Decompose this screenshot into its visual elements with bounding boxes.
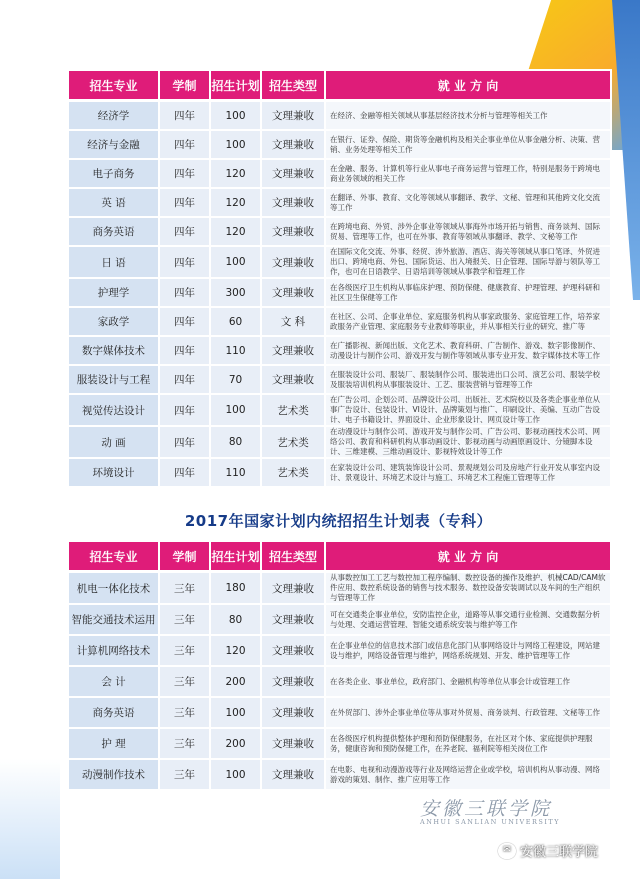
- direction-cell: 在社区、公司、企事业单位、家庭服务机构从事家政服务、家庭管理工作，培养家政服务产业管理、家庭服务专业教师等职业，并从事相关行业的研究、推广等: [325, 307, 611, 336]
- years-cell: 四年: [159, 101, 210, 131]
- type-cell: 文理兼收: [261, 159, 325, 188]
- type-cell: 文理兼收: [261, 759, 325, 790]
- type-cell: 文理兼收: [261, 336, 325, 365]
- plan-cell: 120: [210, 188, 261, 217]
- table-header-row: [68, 70, 611, 101]
- table-row: [68, 217, 611, 246]
- years-cell: 四年: [159, 336, 210, 365]
- years-cell: 四年: [159, 458, 210, 487]
- table-row: [68, 365, 611, 394]
- decorative-bottom-left-band: [0, 759, 60, 879]
- direction-cell: 在经济、金融等相关领域从事基层经济技术分析与管理等相关工作: [325, 101, 611, 131]
- table-row: [68, 759, 611, 790]
- direction-cell: 在跨境电商、外贸、涉外企事业等领域从事海外市场开拓与销售、商务谈判、国际贸易、管理等工作，也可在外事、教育等领域从事翻译、教学、文秘等工作: [325, 217, 611, 246]
- type-cell: 艺术类: [261, 394, 325, 426]
- wechat-watermark: [498, 841, 598, 860]
- table-row: [68, 697, 611, 728]
- plan-cell: 100: [210, 101, 261, 131]
- years-cell: 三年: [159, 697, 210, 728]
- years-cell: 四年: [159, 426, 210, 458]
- type-cell: 文理兼收: [261, 217, 325, 246]
- wechat-icon: ✉: [498, 843, 516, 859]
- major-cell: 商务英语: [68, 217, 159, 246]
- header-plan: 招生计划: [210, 70, 261, 101]
- type-cell: 文理兼收: [261, 635, 325, 666]
- type-cell: 文理兼收: [261, 697, 325, 728]
- major-cell: 经济学: [68, 101, 159, 131]
- years-cell: 三年: [159, 604, 210, 635]
- watermark-text: 安徽三联学院: [520, 845, 599, 860]
- years-cell: 四年: [159, 217, 210, 246]
- direction-cell: 在各级医疗机构提供整体护理和预防保健服务，在社区对个体、家庭提供护理服务，健康咨询和预防保健工作，在养老院、福利院等相关岗位工作: [325, 728, 611, 759]
- table-row: [68, 604, 611, 635]
- major-cell: 护 理: [68, 728, 159, 759]
- plan-cell: 110: [210, 336, 261, 365]
- header-direction: 就 业 方 向: [325, 70, 611, 101]
- table-row: [68, 246, 611, 278]
- type-cell: 文理兼收: [261, 278, 325, 307]
- direction-cell: 在电影、电视和动漫游戏等行业及网络运营企业或学校，培训机构从事动漫、网络游戏的策划、制作、推广应用等工作: [325, 759, 611, 790]
- header-years: 学制: [159, 541, 210, 572]
- table-row: [68, 666, 611, 697]
- university-logo-english: ANHUI SANLIAN UNIVERSITY: [420, 818, 561, 826]
- university-logo-chinese: 安徽三联学院: [420, 798, 553, 820]
- direction-cell: 在国际文化交流、外事、经贸、涉外旅游、酒店、海关等领域从事口笔译、外贸进出口、跨境电商、外包、国际货运、出入境报关、日企管理、国际导游与领队等工作，也可在日语教学、日语培训等领域从事教学和管理工作: [325, 246, 611, 278]
- table-row: [68, 278, 611, 307]
- major-cell: 计算机网络技术: [68, 635, 159, 666]
- header-major: 招生专业: [68, 541, 159, 572]
- major-cell: 机电一体化技术: [68, 572, 159, 605]
- major-cell: 电子商务: [68, 159, 159, 188]
- table-row: [68, 458, 611, 487]
- direction-cell: 可在交通类企事业单位，安防监控企业，道路等从事交通行业检测、交通数据分析与处理、交通运营管理、智能交通系统安装与维护等工作: [325, 604, 611, 635]
- type-cell: 文理兼收: [261, 130, 325, 159]
- major-cell: 会 计: [68, 666, 159, 697]
- years-cell: 四年: [159, 278, 210, 307]
- direction-cell: 在企事业单位的信息技术部门或信息化部门从事网络设计与网络工程建设，网站建设与维护，网络设备管理与维护，网络系统规划、开发、维护管理等工作: [325, 635, 611, 666]
- major-cell: 动 画: [68, 426, 159, 458]
- years-cell: 四年: [159, 130, 210, 159]
- type-cell: 文理兼收: [261, 572, 325, 605]
- major-cell: 服装设计与工程: [68, 365, 159, 394]
- header-direction: 就 业 方 向: [325, 541, 611, 572]
- header-years: 学制: [159, 70, 210, 101]
- plan-cell: 70: [210, 365, 261, 394]
- years-cell: 三年: [159, 666, 210, 697]
- plan-cell: 120: [210, 217, 261, 246]
- table-row: [68, 159, 611, 188]
- table-row: [68, 336, 611, 365]
- type-cell: 文理兼收: [261, 604, 325, 635]
- plan-cell: 200: [210, 666, 261, 697]
- major-cell: 日 语: [68, 246, 159, 278]
- table-header-row: [68, 541, 611, 572]
- plan-cell: 120: [210, 635, 261, 666]
- table-row: [68, 307, 611, 336]
- type-cell: 文理兼收: [261, 666, 325, 697]
- type-cell: 文理兼收: [261, 101, 325, 131]
- header-type: 招生类型: [261, 541, 325, 572]
- plan-cell: 100: [210, 759, 261, 790]
- type-cell: 文理兼收: [261, 728, 325, 759]
- header-plan: 招生计划: [210, 541, 261, 572]
- plan-cell: 100: [210, 246, 261, 278]
- type-cell: 文 科: [261, 307, 325, 336]
- years-cell: 四年: [159, 188, 210, 217]
- plan-cell: 100: [210, 130, 261, 159]
- major-cell: 英 语: [68, 188, 159, 217]
- type-cell: 文理兼收: [261, 188, 325, 217]
- years-cell: 三年: [159, 572, 210, 605]
- direction-cell: 在广播影视、新闻出版、文化艺术、教育科研、广告制作、游戏、数字影像制作、动漫设计与制作公司、游戏开发与制作等领域从事专业开发、数字媒体技术等工作: [325, 336, 611, 365]
- years-cell: 三年: [159, 759, 210, 790]
- header-type: 招生类型: [261, 70, 325, 101]
- direction-cell: 在外贸部门、涉外企事业单位等从事对外贸易、商务谈判、行政管理、文秘等工作: [325, 697, 611, 728]
- major-cell: 商务英语: [68, 697, 159, 728]
- plan-cell: 100: [210, 394, 261, 426]
- table-row: [68, 130, 611, 159]
- direction-cell: 从事数控加工工艺与数控加工程序编制、数控设备的操作及维护、机械CAD/CAM软件应用、数控系统设备的销售与技术服务、数控设备安装调试以及车间的生产组织与管理等工作: [325, 572, 611, 605]
- direction-cell: 在翻译、外事、教育、文化等领域从事翻译、教学、文秘、管理和其他跨文化交流等工作: [325, 188, 611, 217]
- header-major: 招生专业: [68, 70, 159, 101]
- major-cell: 护理学: [68, 278, 159, 307]
- type-cell: 文理兼收: [261, 246, 325, 278]
- major-cell: 经济与金融: [68, 130, 159, 159]
- plan-cell: 300: [210, 278, 261, 307]
- table-row: [68, 426, 611, 458]
- direction-cell: 在广告公司、企划公司、品牌设计公司、出版社、艺术院校以及各类企事业单位从事广告设计、包装设计、VI设计、品牌策划与推广、印刷设计、美编、互动广告设计、电子书籍设计、界面设计、企业形象设计、网页设计等工作: [325, 394, 611, 426]
- years-cell: 四年: [159, 246, 210, 278]
- plan-cell: 120: [210, 159, 261, 188]
- plan-cell: 60: [210, 307, 261, 336]
- years-cell: 四年: [159, 394, 210, 426]
- major-cell: 视觉传达设计: [68, 394, 159, 426]
- type-cell: 艺术类: [261, 426, 325, 458]
- years-cell: 四年: [159, 365, 210, 394]
- plan-cell: 180: [210, 572, 261, 605]
- major-cell: 智能交通技术运用: [68, 604, 159, 635]
- plan-cell: 80: [210, 426, 261, 458]
- plan-cell: 100: [210, 697, 261, 728]
- direction-cell: 在家装设计公司、建筑装饰设计公司、景观规划公司及房地产行业开发从事室内设计、景观设计、环境艺术设计与施工、环境艺术工程施工管理等工作: [325, 458, 611, 487]
- plan-cell: 200: [210, 728, 261, 759]
- years-cell: 三年: [159, 728, 210, 759]
- plan-cell: 110: [210, 458, 261, 487]
- years-cell: 四年: [159, 159, 210, 188]
- junior-college-plan-table: [67, 540, 612, 791]
- table-row: [68, 572, 611, 605]
- table-row: [68, 635, 611, 666]
- plan-cell: 80: [210, 604, 261, 635]
- direction-cell: 在服装设计公司、服装厂、服装制作公司、服装进出口公司、演艺公司、服装学校及服装培训机构从事服装设计、工艺、服装营销与管理等工作: [325, 365, 611, 394]
- direction-cell: 在银行、证券、保险、期货等金融机构及相关企事业单位从事金融分析、决策、营销、业务处理等相关工作: [325, 130, 611, 159]
- direction-cell: 在各类企业、事业单位，政府部门、金融机构等单位从事会计或管理工作: [325, 666, 611, 697]
- table-row: [68, 394, 611, 426]
- direction-cell: 在动漫设计与制作公司、游戏开发与制作公司、广告公司、影视动画技术公司、网络公司、教育和科研机构从事动画设计、影视动画与动画原画设计、分镜脚本设计、三维建模、三维动画设计、影视特效设计等工作: [325, 426, 611, 458]
- major-cell: 动漫制作技术: [68, 759, 159, 790]
- direction-cell: 在各级医疗卫生机构从事临床护理、预防保健、健康教育、护理管理、护理科研和社区卫生保健等工作: [325, 278, 611, 307]
- major-cell: 家政学: [68, 307, 159, 336]
- years-cell: 四年: [159, 307, 210, 336]
- major-cell: 环境设计: [68, 458, 159, 487]
- major-cell: 数字媒体技术: [68, 336, 159, 365]
- table-row: [68, 101, 611, 131]
- type-cell: 文理兼收: [261, 365, 325, 394]
- years-cell: 三年: [159, 635, 210, 666]
- undergraduate-plan-table: [67, 69, 612, 488]
- table-title-junior-college: 2017年国家计划内统招招生计划表（专科）: [184, 512, 493, 530]
- table-row: [68, 728, 611, 759]
- type-cell: 艺术类: [261, 458, 325, 487]
- direction-cell: 在金融、服务、计算机等行业从事电子商务运营与管理工作，特别是服务于跨境电商业务领域的相关工作: [325, 159, 611, 188]
- table-row: [68, 188, 611, 217]
